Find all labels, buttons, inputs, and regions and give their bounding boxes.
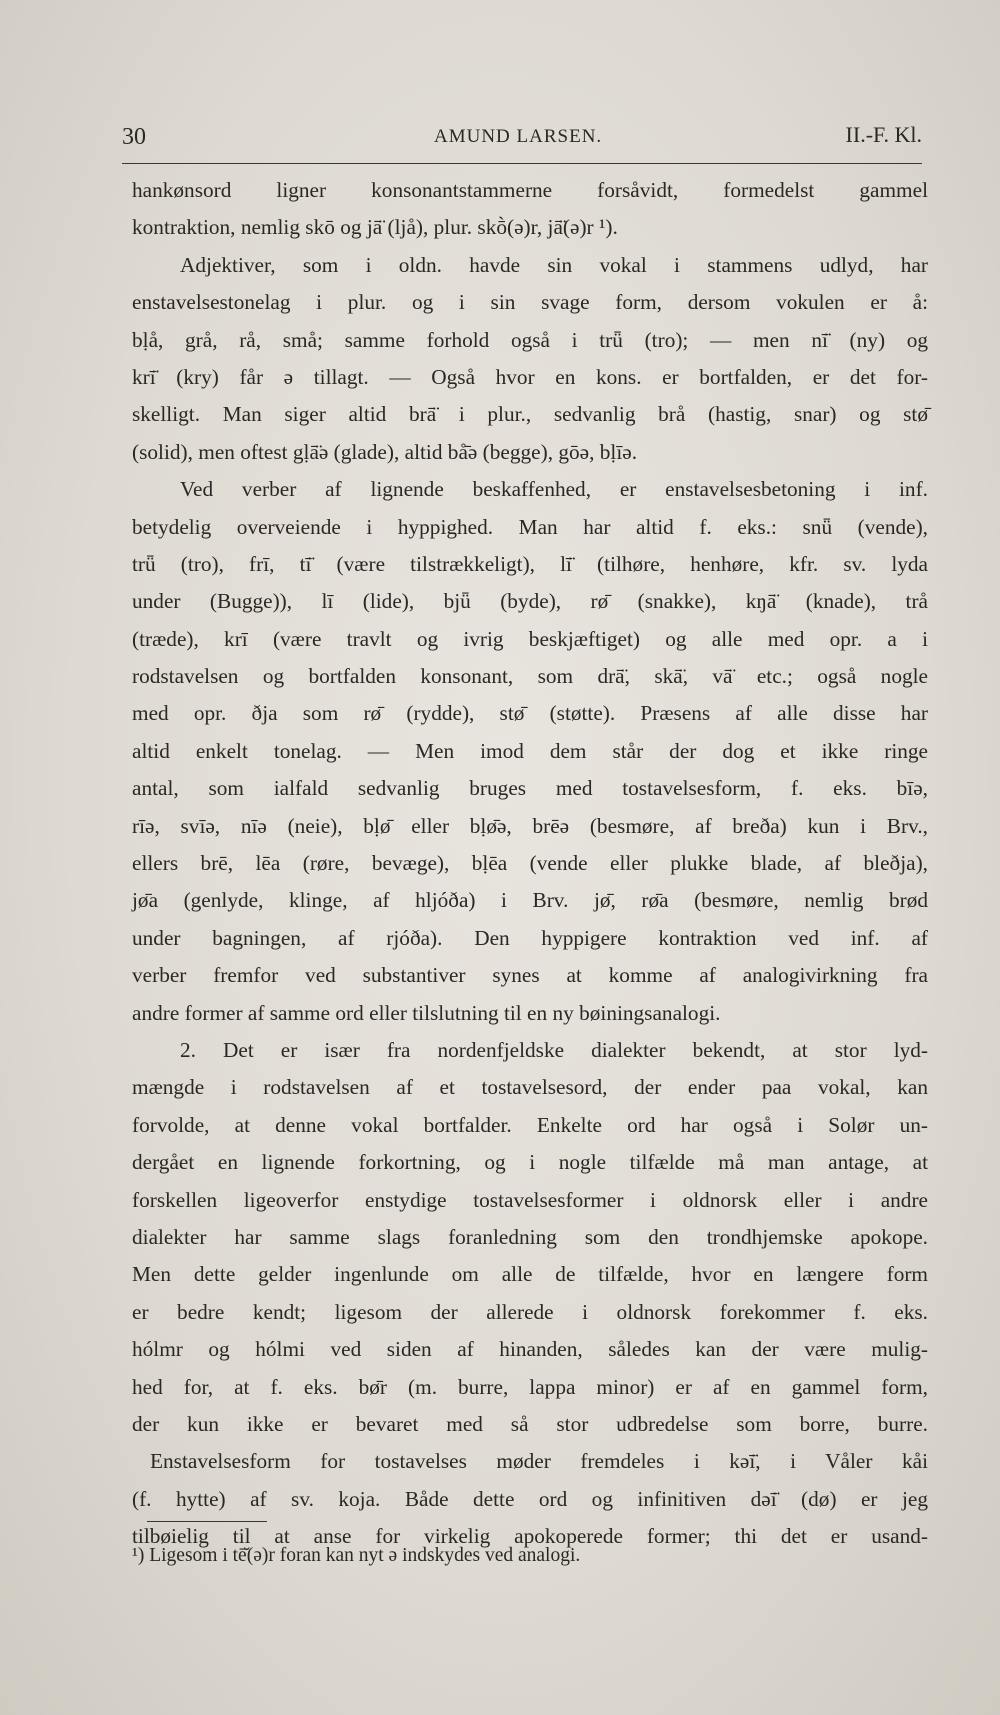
text-line: forvolde, at denne vokal bortfalder. Enkelte ord har også i Solør un- <box>132 1112 928 1137</box>
text-line: Enstavelsesform for tostavelses møder fremdeles i kəī̈, i Våler kåi <box>150 1449 928 1474</box>
text-line: Men dette gelder ingenlunde om alle de tilfælde, hvor en længere form <box>132 1262 928 1287</box>
text-line: mængde i rodstavelsen af et tostavelsesord, der ender paa vokal, kan <box>132 1075 928 1100</box>
text-line: bḷå, grå, rå, små; samme forhold også i trǖ (tro); — men nī̈ (ny) og <box>132 327 928 352</box>
text-line: jø̄a (genlyde, klinge, af hljóða) i Brv. jø̄, rø̄a (besmøre, nemlig brød <box>132 888 928 913</box>
text-line: hólmr og hólmi ved siden af hinanden, således kan der være mulig- <box>132 1337 928 1362</box>
text-line: der kun ikke er bevaret med så stor udbredelse som borre, burre. <box>132 1411 928 1436</box>
footnote-rule <box>147 1521 267 1522</box>
running-header <box>122 118 922 158</box>
text-line: (f. hytte) af sv. koja. Både dette ord og infinitiven dəī̈ (dø) er jeg <box>132 1486 928 1511</box>
text-line: andre former af samme ord eller tilslutning til en ny bøiningsanalogi. <box>132 1000 721 1025</box>
text-line: dialekter har samme slags foranledning som den trondhjemske apokope. <box>132 1224 928 1249</box>
text-line: (træde), krī (være travlt og ivrig beskjæftiget) og alle med opr. a i <box>132 626 928 651</box>
section-label: II.-F. Kl. <box>845 122 922 147</box>
text-line: er bedre kendt; ligesom der allerede i oldnorsk forekommer f. eks. <box>132 1299 928 1324</box>
header-rule <box>122 163 922 164</box>
text-line: forskellen ligeoverfor enstydige tostavelsesformer i oldnorsk eller i andre <box>132 1187 928 1212</box>
text-line: under bagningen, af rjóða). Den hyppigere kontraktion ved inf. af <box>132 925 928 950</box>
text-line: ellers brē, lēa (røre, bevæge), bḷēa (vende eller plukke blade, af bleðja), <box>132 851 928 876</box>
text-line: skelligt. Man siger altid brā̈ i plur., sedvanlig brå (hastig, snar) og stø̄ <box>132 402 928 427</box>
text-line: verber fremfor ved substantiver synes at komme af analogivirkning fra <box>132 963 928 988</box>
text-line: rodstavelsen og bortfalden konsonant, som drā̈, skā̈, vā̈ etc.; også nogle <box>132 664 928 689</box>
footnote: ¹) Ligesom i tē̆(ə)r foran kan nyt ə indskydes ved analogi. <box>132 1545 581 1566</box>
text-line: hankønsord ligner konsonantstammerne forsåvidt, formedelst gammel <box>132 178 928 202</box>
text-line: trǖ (tro), frī, tī̈ (være tilstrækkeligt), lī̈ (tilhøre, henhøre, kfr. sv. lyda <box>132 551 928 576</box>
text-line: tilbøielig til at anse for virkelig apokoperede former; thi det er usand- <box>132 1524 928 1549</box>
text-line: enstavelsestonelag i plur. og i sin svage form, dersom vokulen er å: <box>132 290 928 315</box>
text-line: (solid), men oftest gḷā̈ə (glade), altid bå̄ə (begge), gōə, bḷīə. <box>132 439 638 464</box>
text-line: altid enkelt tonelag. — Men imod dem står der dog et ikke ringe <box>132 738 928 763</box>
text-line: krī̈ (kry) får ə tillagt. — Også hvor en kons. er bortfalden, er det for- <box>132 364 928 389</box>
body-text <box>132 172 928 1555</box>
running-title-author: AMUND LARSEN. <box>434 126 603 147</box>
text-line: Ved verber af lignende beskaffenhed, er enstavelsesbetoning i inf. <box>180 477 928 502</box>
text-line: Adjektiver, som i oldn. havde sin vokal i stammens udlyd, har <box>180 252 928 277</box>
text-line: hed for, at f. eks. bø̄r (m. burre, lappa minor) er af en gammel form, <box>132 1374 928 1399</box>
text-line: kontraktion, nemlig skō og jā̈ (ljå), plur. skṑ(ə)r, jā̈(ə)r ¹). <box>132 215 618 240</box>
text-line: antal, som ialfald sedvanlig bruges med tostavelsesform, f. eks. bīə, <box>132 776 928 801</box>
page-number: 30 <box>122 124 146 150</box>
text-line: rīə, svīə, nīə (neie), bḷø̄ eller bḷø̄ə, brēə (besmøre, af breða) kun i Brv., <box>132 813 928 838</box>
text-line: betydelig overveiende i hyppighed. Man har altid f. eks.: snǖ (vende), <box>132 514 928 539</box>
text-line: med opr. ðja som rø̄ (rydde), stø̄ (støtte). Præsens af alle disse har <box>132 701 928 726</box>
text-line: dergået en lignende forkortning, og i nogle tilfælde må man antage, at <box>132 1150 928 1175</box>
text-line: under (Bugge)), lī (lide), bjǖ (byde), rø̄ (snakke), kŋā̈ (knade), trå <box>132 589 928 614</box>
text-line: 2. Det er især fra nordenfjeldske dialekter bekendt, at stor lyd- <box>180 1037 928 1062</box>
